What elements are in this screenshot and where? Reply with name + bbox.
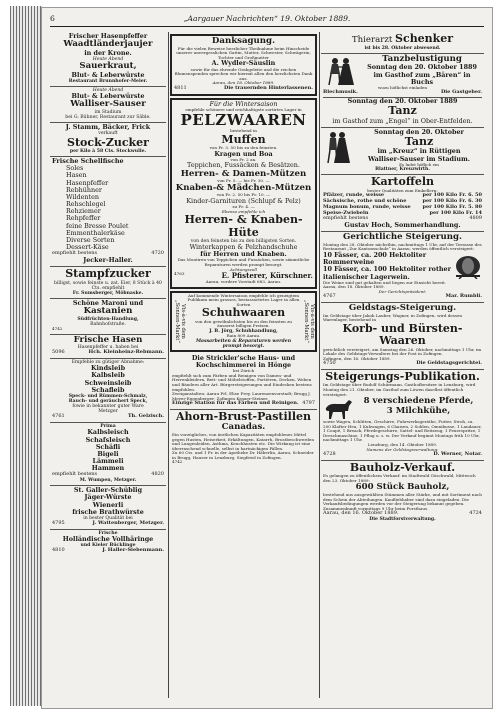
ad-signature: Die Gastgeber. — [440, 89, 482, 96]
newspaper-page — [42, 8, 492, 708]
ad-line: Südfrüchten-Handlung, — [77, 316, 139, 322]
ad-line: Es gelangen zu öffentlichem Verkauf: im Stadtwald Göschwald, Mittwoch den 23. Oktober 1889: — [323, 473, 476, 483]
table-cell: Sächsische, rothe und schöne — [323, 198, 407, 205]
list-item: Rehschlegel — [66, 200, 106, 209]
table-cell: Magnum bonum, runde, weisse — [323, 203, 411, 210]
ad-heading: Sauerkraut, — [79, 61, 137, 72]
ad-line: bestehend aus ausgewählten Stämmen aller Stärke, und mit Sortiment nach dem Schein der Abteilungen. Kaufliebhaber sind dazu eingeladen. Die Verkaufsbedingungen werden vor der Steigerung bekannt gegeben. — [323, 492, 482, 507]
ad-line: Hammen — [91, 464, 125, 473]
ad-signature: Die Stadtforstverwaltung. — [369, 517, 436, 523]
ad-pelzwaaren — [170, 98, 317, 289]
ad-line: Speck- und Rümmen-Schmalz, — [68, 393, 148, 399]
ad-line: frische Brathwürste — [72, 507, 144, 516]
ad-line: Schweinsleib — [84, 378, 132, 387]
dancing-couple-illustration — [323, 56, 359, 86]
ad-line: Frische Schellfische — [52, 157, 124, 166]
list-item: Emmenthalerkäse — [66, 228, 125, 237]
ad-line: von den gewöhnlichsten bis zu den feinsten zu äusserst billigen Preisen. — [195, 318, 292, 329]
ad-line: Montag den 28. Oktober nächsthin, nachmittags 1 Uhr, auf der Terrasse des Restaurant „Zur Kantonsschule“ in Aarau, werden öffentlich versteigert: — [323, 241, 482, 252]
ad-line: bester Qualitäten zum Einkellern: — [367, 187, 438, 193]
ad-line: von Fr. 2 an. — [230, 156, 257, 162]
ad-danksagung — [170, 34, 317, 96]
ad-krone — [50, 32, 166, 87]
ad-line: Wienerli — [92, 500, 124, 509]
ad-metzger-gelzisch — [50, 359, 166, 423]
ad-footer-row — [52, 414, 164, 420]
ad-number: 4742 — [172, 459, 183, 465]
ad-heading: 600 Stück Bauholz, — [355, 482, 450, 493]
table-cell: Speise-Zwiebeln — [323, 209, 369, 216]
ad-line: Metzger — [98, 409, 118, 415]
ad-line: Zu 60 Cts. und 1 Fr. in der Apotheke Dr. Häberlin, Aarau, Schneider in Brugg, Hauser in Lenzburg, Siegfried in Zofingen. — [172, 450, 314, 460]
ad-tanz-baeren — [321, 54, 484, 128]
ad-signature: Hch. Kleinheinz-Rebmann. — [88, 349, 164, 356]
ad-number: 4750 — [323, 360, 336, 367]
list-item: Hasenpfeffer — [66, 178, 109, 187]
ad-line: sowie für das ehrende Grabgeleite und die reichen Blumenspenden sprechen wir hiermit allen den herzlichsten Dank aus. — [174, 66, 313, 81]
list-item: Wildenten — [66, 192, 99, 201]
ad-heading: Die Strickler'sche Haus- und Kochschimmerei in Hönge — [191, 353, 296, 370]
ad-line: Thierarzt — [351, 35, 393, 45]
ad-footer-row — [174, 86, 313, 92]
table-cell: per 100 Kilo Fr. 14 — [429, 209, 482, 216]
ad-line: Sonntag den 20. Oktober 1889 — [347, 97, 458, 106]
table-cell: per 100 Kilo Fr. 6. 50 — [422, 192, 482, 199]
ad-heading: 8 verschiedene Pferde, — [363, 396, 474, 407]
ad-line: im Gasthof zum „Engel“ in Ober-Entfelden. — [332, 116, 473, 125]
list-item: Rehziemer — [66, 207, 101, 216]
ad-heading: Stock-Zucker — [67, 135, 149, 149]
ad-line: Kalbsleib — [91, 371, 125, 380]
ad-number: 4809 — [469, 215, 482, 222]
ad-line: Rauch- und geräuchert Speck, — [68, 399, 148, 405]
ad-stockzucker — [50, 123, 166, 157]
ad-line: Für die Wintersaison — [209, 99, 278, 108]
ad-heading: Muffen — [221, 132, 266, 146]
ad-signature: J. Wattenberger, Metzger. — [92, 520, 164, 527]
ad-line: Blut- & Leberwürste — [71, 70, 145, 79]
ad-line: empfiehlt bestens — [52, 471, 98, 478]
ad-line: Blechmusik. — [323, 89, 358, 96]
ad-footer-row — [323, 294, 482, 300]
ad-line: Achtungsvoll — [230, 266, 257, 272]
list-item: Soles — [66, 164, 84, 173]
ad-heading: PELZWAAREN — [180, 111, 307, 130]
ad-line: gerichtlich versteigert, am Samstag den 26. Oktober, nachmittags 1 Uhr, im Lokale des Geldstags-Verwalters bei der Post in Zofingen. — [323, 346, 482, 357]
ad-line: Hasenpfeffer u. haben bei — [77, 345, 139, 351]
ad-stampfzucker — [50, 267, 166, 299]
ad-line: Namens der Geldstagsverwaltung: — [366, 446, 439, 452]
ad-line: Das Montiren von Teppichen und Fussäcken, sowie sämmtliche Reparaturen werden prompt besorgt. — [177, 257, 310, 267]
ad-number: 4742 — [52, 326, 63, 331]
ad-strickler — [170, 354, 317, 410]
ad-signature: Mar. Rumbli. — [445, 293, 482, 300]
ad-line: billigst, sowie feinste u. zat. Eier, 8 Stück à 40 Cts. empfiehlt — [54, 280, 162, 291]
ad-line: im „Kreuz“ in Rüttigen — [377, 147, 461, 156]
list-item: Rehpfeffer — [66, 214, 101, 223]
list-item: Dessert-Käse — [66, 243, 109, 252]
ad-wumpen — [50, 423, 166, 486]
ad-line: Kalbsleisch — [87, 428, 129, 437]
table-cell: per 100 Kilo Fr. 5. 80 — [422, 203, 482, 210]
ad-steigerungs-publikation — [321, 370, 484, 461]
ad-number: 4810 — [52, 547, 65, 554]
ad-line: Lämmeli — [92, 457, 124, 466]
ad-line: verkauft — [98, 131, 118, 137]
ad-line: bei G. Bühner, Restaurant zur Säble. — [65, 115, 151, 121]
ad-heading: Holländische Vollhäringe — [62, 535, 154, 544]
ad-line: von Fr. 5. — bis Fr. 30. — — [217, 178, 270, 184]
ad-line: Im Geldstage über Rudolf Schürmann, Gasthofbesitzer in Lenzburg, wird Montag den 21. Oktober, im Gasthof zum Löwen daselbst öffentlich versteigert: — [323, 382, 476, 397]
ad-line: J. Stamm, Bäcker, Frick — [65, 123, 151, 132]
column-divider-2 — [319, 32, 320, 698]
ad-signature: Blattner, Kreuzwirth. — [375, 167, 430, 173]
ad-number: 4811 — [174, 84, 187, 91]
ad-line: 10 Fässer, ca. 200 Hektoliter Rommerweine — [323, 251, 427, 267]
ad-line: Walliser-Sauser im Stadium. — [367, 154, 471, 163]
ad-line: Bahnhofstraße. — [90, 321, 126, 327]
ad-line: Für die vielen Beweise herzlicher Theilnahme beim Hinscheide unserer unvergesslichen Gattin, Mutter, Schwester, Schwägerin, Tochter und Großmutter — [176, 45, 311, 60]
column-divider-1 — [168, 32, 169, 698]
ad-line: Der Gerichtspräsident: — [378, 288, 427, 294]
ad-footer-row — [323, 452, 482, 458]
ad-line: für Herren und Knaben. — [200, 250, 287, 259]
ad-line: in bester Qualität bei — [83, 515, 133, 521]
ad-heading: Tanz — [388, 104, 417, 118]
page-title: „Aargauer Nachrichten“ 19. Oktober 1889. — [183, 14, 351, 23]
ad-ahorn — [170, 410, 317, 467]
ad-signature: Restaurant Brunnhofer-Meier. — [68, 78, 148, 84]
ad-line: Kragen und Boa — [214, 149, 273, 158]
ad-line: Ebenso empfehle ich — [221, 208, 266, 214]
ad-line: Knaben-& Mädchen-Mützen — [175, 182, 312, 193]
ad-line: empfiehlt bestens — [52, 250, 98, 257]
ad-line: Es ladet höflich ein — [399, 161, 439, 167]
column-left — [50, 32, 166, 698]
ad-line: von den feinsten bis zu den billigsten Sorten. — [190, 238, 297, 244]
ad-jecker — [50, 157, 166, 267]
ad-line: Schafleib — [91, 385, 125, 394]
ad-hasen — [50, 335, 166, 360]
ad-signature: Gustav Hoch, Sommerhandlung. — [344, 221, 461, 230]
ad-signature: Die Geldstagsgerichtei. — [416, 360, 482, 367]
ad-line: Schafsleisch — [85, 435, 131, 444]
table-cell: Pfälzer, runde, weisse — [323, 192, 385, 199]
ad-gerichtliche-steigerung — [321, 232, 484, 303]
ad-kartoffeln — [321, 175, 484, 232]
ad-signature: J. Haller-Siebenmann. — [102, 547, 164, 554]
ad-heading: Steigerungs-Publikation. — [325, 370, 480, 384]
list-item: Rebhühner — [66, 185, 102, 194]
wine-barrel-illustration — [454, 253, 482, 279]
ad-line: fowie in bekannter guter Ware — [72, 404, 144, 410]
ad-item-list — [52, 165, 164, 251]
ad-line: Frischer Hasenpfeffer — [68, 32, 148, 40]
ad-line: Aarau, den 18. Oktober 1889. — [212, 80, 275, 86]
ad-line: sowie Wagen, Schlitten, Geschirre, Fuhrwerksgeräthe, Futter, Stroh, ca. 200 Klafter Heu, 1 Kuhwagen, 6 Chaisen, 2 Sohlen, Omnibusse, 1 Landauer, 1 Coupé, 1 Breack, Pferdegeschirre, Sattel- und Reitzeug, 1 Feuerspritze, 1 Dreschmaschine, 1 Pflug u. s. w. Der Verkauf beginnt Montags früh 10 Uhr, nachmittags 1 Uhr. — [323, 419, 482, 443]
ad-signature: M. Wumpen, Metzger. — [79, 478, 137, 484]
ad-signature: D. Werner, Notar. — [433, 451, 482, 458]
ad-line: Massarbeiten & Reparaturen werden prompt besorgt. — [195, 338, 292, 349]
ad-line: empfehle schönere und reichhaltigste sortirtes Lager in — [185, 106, 302, 112]
ad-line: Heute Abend — [92, 88, 124, 94]
dancing-couple-illustration — [323, 130, 353, 164]
ad-line: Schäfli — [95, 442, 121, 451]
ad-signature: Die trauernden Hinterlassenen. — [223, 84, 313, 91]
ad-line: von Fr. 2. 50 bis Fr. 10. — — [216, 192, 271, 198]
ad-signature: E. Pfisterer, Kürschner. — [221, 271, 313, 281]
ad-footer-row — [52, 350, 164, 356]
ad-line: Frische — [98, 530, 118, 536]
ad-heading: Tanz — [404, 135, 434, 149]
ad-heading: Canadas. — [221, 422, 266, 433]
ad-line: Einzige Station für das Färben und Reinigen. — [172, 400, 299, 407]
list-item: Hasen — [66, 171, 87, 180]
ad-number: 4797 — [302, 400, 315, 407]
ad-tanz-kreuz — [321, 128, 484, 176]
ad-line: im Gasthof zum „Bären“ in Buchs — [373, 70, 471, 86]
ad-heading: Gerichtliche Steigerung. — [343, 232, 462, 243]
ad-heading: Schöne Maroni und — [72, 298, 144, 307]
ad-maroni — [50, 299, 166, 335]
ad-signature: Fr. Sumsberger, Möbnaske. — [72, 290, 144, 296]
ad-line: und Kieler Bücklinge — [80, 543, 136, 549]
ad-footer-row — [323, 361, 482, 367]
ad-line: Kinder-Garnituren (Schlupf & Pelz) — [186, 196, 301, 205]
ad-line: Auf kommende Wintersaison empfehle ich geneigtem Publikum mein grosses, bestassortirtes Lager in allen Sorten — [187, 292, 300, 307]
list-item: Diverse Sorten — [66, 235, 115, 244]
ad-heading — [323, 33, 482, 46]
ad-heading: Korb- und Bürsten-Waaren — [342, 321, 463, 348]
ad-line: Empfehle zu gütiger Abnahme: — [71, 360, 145, 366]
ad-line: Winterkappen & Pelzhandschuhe — [189, 243, 298, 252]
ad-line: zu Fr. 4. — — [232, 204, 255, 210]
page-edge-stack — [10, 6, 43, 706]
ad-line: Blut- & Leberwürste — [71, 92, 145, 101]
ad-line: Sonntag den 20. Oktober — [374, 127, 464, 136]
ad-line: Kindsleib — [90, 364, 126, 373]
ad-line: von Fr. 3. 50 bis zu den feinsten. — [209, 145, 278, 151]
ad-line: per Kilo à 58 Cts. Stockwulle. — [69, 148, 147, 154]
ad-heading: Frische Hasen — [73, 334, 143, 345]
header-rule — [50, 26, 484, 27]
ad-heading: Tanzbelustigung — [382, 53, 462, 64]
ad-line: in der Krone. — [84, 48, 132, 57]
ad-number: 4720 — [151, 250, 164, 257]
page-number: 6 — [50, 14, 55, 23]
ad-heading: Waadtländerjaujer — [63, 39, 153, 50]
ad-heading: Herren- & Knaben-Hüte — [184, 213, 303, 239]
ad-signature: Jecker-Haller. — [83, 256, 133, 265]
ad-line: Zweiganstalten: Aarau Frl. Elise Frey, Laurenzenvorstadt; Brugg J. Meyer-Eggenberger; Zofingen Krauer-Steiner. — [172, 391, 311, 401]
ad-line: Teppichen, Fussäcken & Besätzen. — [187, 161, 300, 170]
ad-number: 4728 — [323, 451, 336, 458]
page-header — [50, 14, 484, 27]
ad-st-galler — [50, 486, 166, 530]
ad-heading: Danksagung. — [211, 36, 276, 46]
ad-heading: 3 Milchkühe, — [386, 405, 451, 416]
ad-line: Rain 809 Aarau. — [226, 333, 261, 339]
ad-heading: Geldstags-Steigerung. — [348, 303, 457, 314]
ad-line: empfiehlt bestens — [323, 215, 369, 222]
ad-line: Heute Abend — [92, 56, 124, 62]
ad-number: 4763 — [174, 271, 185, 277]
ad-line: Ein vorzügliches, von ärztlichen Kapazitäten empfohlenes Mittel gegen Husten, Heiserkeit, Erkältungen, Katarrh, Brustbeschwerden und Lungenleiden, Asthma, Keuchhusten etc. Die Wirkung ist eine überraschend schnelle, selbst in hartnäckigen Fällen. — [172, 432, 314, 451]
ad-line: Aarau, den 18. Oktober 1889. — [323, 284, 385, 290]
ad-line: Aarau, den 16. Oktober 1889. — [323, 510, 399, 517]
ad-number: 4795 — [52, 520, 65, 527]
ad-number: 4767 — [323, 293, 336, 300]
ad-abend — [50, 87, 166, 123]
ad-line: Zusammenkunft vormittags 9 Uhr beim Forsthaus. — [323, 505, 429, 511]
ad-line: Die Weine sind gut gehalten und liegen zur Einsicht bereit. — [323, 279, 447, 285]
ad-line: Zofingen, den 16. Oktober 1889. — [323, 355, 391, 361]
ad-side-text: Vis-à-vis dem „Sonnen-Markt“ — [174, 299, 186, 343]
ad-line: Bigeli — [97, 449, 119, 458]
ad-number: 4724 — [469, 510, 482, 517]
ad-side-text: Vis-à-vis dem „Sonnen-Markt“ — [303, 299, 315, 343]
ad-line: Sonntag den 20. Oktober 1889 — [367, 63, 477, 72]
ad-heading: Bauholz-Verkauf. — [349, 460, 456, 474]
ad-schuhwaaren — [170, 291, 317, 352]
ad-line: Prima — [100, 424, 116, 430]
ad-line: Aarau, vordere Vorstadt 683, Aarau. — [205, 279, 282, 285]
ad-heading: Kastanien — [83, 306, 133, 317]
ad-line: Herren- & Damen-Mützen — [180, 168, 307, 179]
ad-footer-row — [52, 521, 164, 527]
ad-heading: Ahorn-Brust-Pastillen — [175, 410, 312, 424]
ad-line: ist bis 28. Oktober abwesend. — [364, 45, 441, 51]
ad-footer-row — [52, 548, 164, 554]
ad-heading: Stampfzucker — [65, 267, 151, 281]
ad-footer-row — [323, 90, 482, 96]
ad-line: Jäger-Würste — [84, 493, 132, 502]
ad-signature: Th. Gelzisch. — [127, 413, 164, 420]
ad-name: Schenker — [395, 32, 454, 45]
ad-footer-row — [172, 401, 315, 407]
ad-heading: Kartoffeln — [370, 175, 435, 189]
ad-number: 4761 — [52, 413, 65, 420]
ad-line: empfiehlt sich zum Färben und Reinigen von Damen- und Herrenkleidern, Bett- und Möbelstoffen, Portièren, Decken, Weben und Bändern aller Art. Bürgersteigerungen und Eindecken bestens empfohlen. — [172, 372, 312, 392]
ad-heading: Walliser-Sauser — [70, 99, 146, 110]
ad-line: bei Zürich — [232, 368, 255, 374]
ad-line: St. Galler-Schüblig — [73, 486, 143, 495]
horse-illustration — [323, 398, 353, 420]
ad-number: 5096 — [52, 349, 65, 356]
ad-number: 4820 — [151, 471, 164, 478]
ad-line: bestehend in — [230, 128, 257, 134]
ad-name: A. Wydler-Säuslin — [211, 59, 276, 68]
ad-thierarzt — [321, 32, 484, 54]
list-item: feine Bresse Poulet — [66, 221, 129, 230]
ad-line: wozu höflichst einladen — [378, 84, 427, 90]
ad-line: im Stadium — [94, 109, 122, 115]
ad-line: Im Geldstage über Jakob Lauber, Wagner, in Zofingen, wird dessen Warenlager, bestehend in — [323, 312, 463, 323]
table-cell: per 100 Kilo Fr. 6. 30 — [422, 198, 482, 205]
ad-heading: Schuhwaaren — [201, 306, 286, 320]
ad-signature: J. B. Jörg, Schuhhandlung, — [209, 328, 278, 334]
ad-line: Lenzburg, den 14. Oktober 1889. — [367, 442, 438, 448]
column-middle — [170, 32, 317, 698]
ad-line: 10 Fässer, ca. 100 Hektoliter rother italienischer Lagerwein. — [323, 265, 451, 281]
ad-bauholz — [321, 461, 484, 524]
column-right — [321, 32, 484, 698]
ad-geldstags-steigerung — [321, 303, 484, 370]
ad-holland — [50, 530, 166, 556]
